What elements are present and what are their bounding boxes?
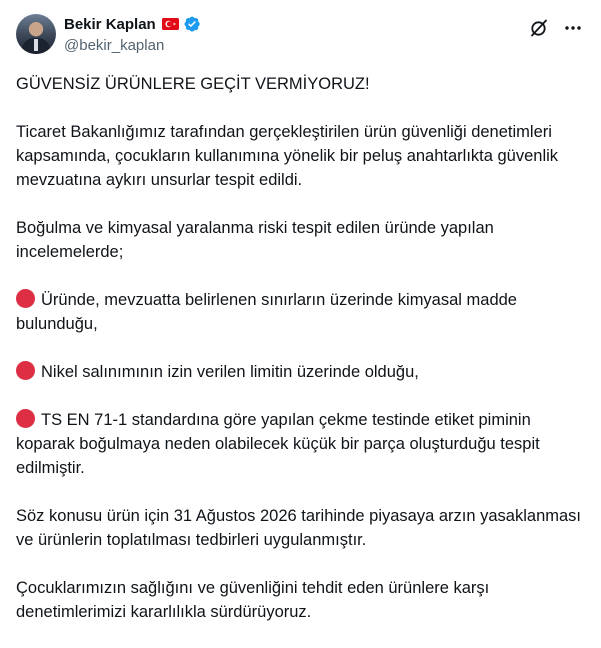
tweet-lead-in: Boğulma ve kimyasal yaralanma riski tespit edilen üründe yapılan incelemelerde; bbox=[16, 219, 494, 261]
red-circle-icon bbox=[16, 361, 35, 380]
turkey-flag-icon bbox=[162, 18, 179, 30]
finding-text: Üründe, mevzuatta belirlenen sınırların üzerinde kimyasal madde bulunduğu, bbox=[16, 291, 517, 333]
tweet-headline: GÜVENSİZ ÜRÜNLERE GEÇİT VERMİYORUZ! bbox=[16, 75, 370, 93]
tweet-intro: Ticaret Bakanlığımız tarafından gerçekleştirilen ürün güvenliği denetimleri kapsamında, çocukların kullanımına yönelik bir peluş anahtarlıkta güvenlik mevzuatına aykırı unsurlar tespit edildi. bbox=[16, 123, 559, 189]
finding-text: TS EN 71-1 standardına göre yapılan çekme testinde etiket piminin koparak boğulmaya neden olabilecek küçük bir parça oluşturduğu tespit edilmiştir. bbox=[16, 411, 540, 477]
finding-item bbox=[16, 288, 584, 336]
tweet-decision: Söz konusu ürün için 31 Ağustos 2026 tarihinde piyasaya arzın yasaklanması ve ürünlerin toplatılması tedbirleri uygulanmıştır. bbox=[16, 507, 582, 549]
avatar-tie bbox=[34, 39, 38, 51]
red-circle-icon bbox=[16, 289, 35, 308]
tweet-header bbox=[16, 12, 585, 58]
tweet-closing: Çocuklarımızın sağlığını ve güvenliğini tehdit eden ürünlere karşı denetimlerimizi kararlılıkla sürdürüyoruz. bbox=[16, 579, 490, 621]
display-name[interactable]: Bekir Kaplan bbox=[64, 15, 156, 33]
handle[interactable]: @bekir_kaplan bbox=[64, 37, 165, 54]
avatar[interactable] bbox=[16, 14, 56, 54]
finding-item bbox=[16, 408, 584, 480]
verified-badge-icon bbox=[183, 15, 201, 33]
name-row bbox=[64, 15, 201, 33]
finding-text: Nikel salınımının izin verilen limitin üzerinde olduğu, bbox=[41, 363, 419, 381]
grok-icon[interactable] bbox=[529, 18, 549, 38]
tweet-text bbox=[16, 72, 584, 648]
more-icon[interactable] bbox=[563, 18, 583, 38]
finding-item bbox=[16, 360, 584, 384]
red-circle-icon bbox=[16, 409, 35, 428]
